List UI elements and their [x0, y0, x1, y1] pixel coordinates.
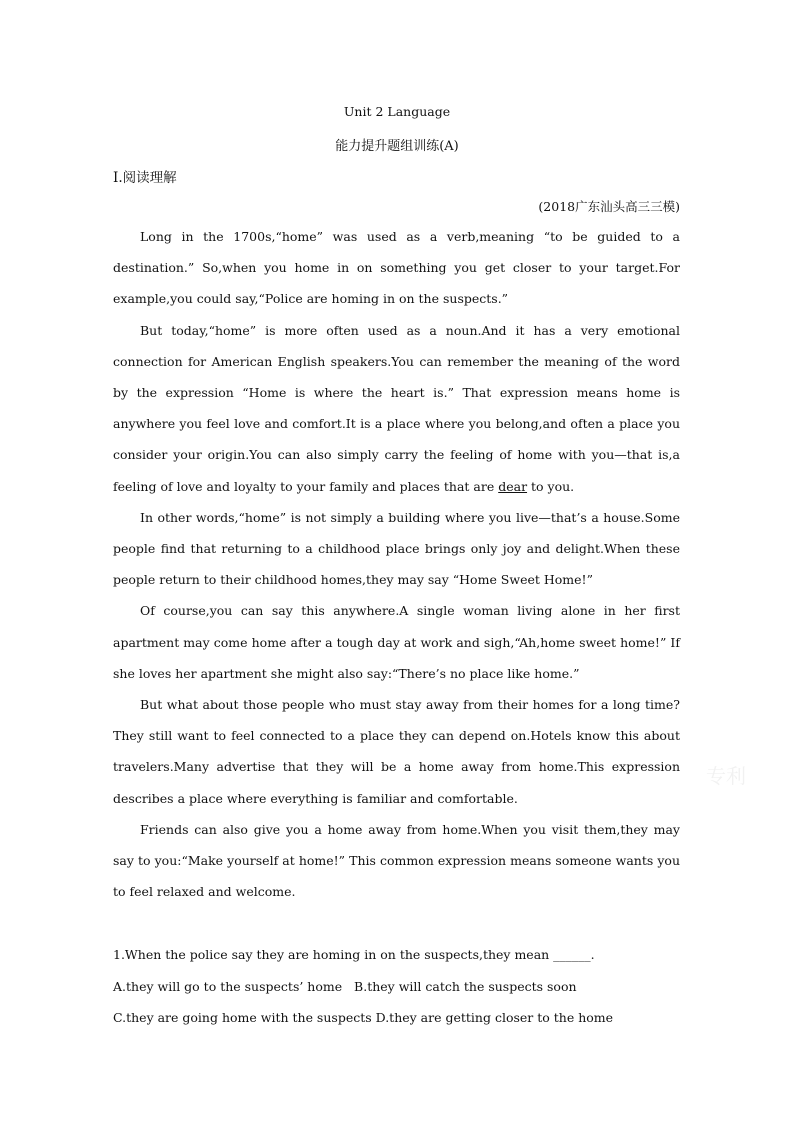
- paragraph-1: Long in the 1700s,“home” was used as a verb,meaning “to be guided to a destination.” So,when you home in on something you get closer to your target.For example,you could say,“Police are homing in on the suspects.”: [113, 229, 680, 307]
- question-1: [113, 939, 680, 1034]
- exercise-title: 能力提升题组训练(A): [335, 139, 459, 154]
- paragraph-5: But what about those people who must stay away from their homes for a long time? They still want to feel connected to a place they can depend on.Hotels know this about travelers.Many advertise that they will be a home away from home.This expression describes a place where everything is familiar and comfortable.: [113, 697, 680, 806]
- question-1-options-ab: A.they will go to the suspects’ home B.they will catch the suspects soon: [113, 978, 577, 994]
- paragraph-6: Friends can also give you a home away from home.When you visit them,they may say to you:“Make yourself at home!” This common expression means someone wants you to feel relaxed and welcome.: [113, 821, 680, 900]
- section-heading: Ⅰ.阅读理解: [113, 170, 177, 186]
- question-1-stem: 1.When the police say they are homing in on the suspects,they mean ______.: [113, 947, 595, 962]
- underlined-word: dear: [498, 478, 528, 494]
- paragraph-2-text: But today,“home” is more often used as a noun.And it has a very emotional connection for American English speakers.You can remember the meaning of the word by the expression “Home is where the heart is.” That expression means home is anywhere you feel love and comfort.It is a place where you belong,and often a place you consider your origin.You can also simply carry the feeling of home with you—that is,a feeling of love and loyalty to your family and places that are: [113, 322, 680, 494]
- paragraph-4: Of course,you can say this anywhere.A single woman living alone in her first apartment may come home after a tough day at work and sigh,“Ah,home sweet home!” If she loves her apartment she might also say:“There’s no place like home.”: [113, 603, 680, 681]
- paragraph-3: In other words,“home” is not simply a building where you live—that’s a house.Some people find that returning to a childhood place brings only joy and delight.When these people return to their childhood homes,they may say “Home Sweet Home!”: [113, 509, 680, 588]
- question-1-options-cd: C.they are going home with the suspects D.they are getting closer to the home: [113, 1010, 614, 1025]
- watermark: 专利: [706, 764, 746, 788]
- reading-passage: [113, 221, 680, 907]
- paragraph-2: [113, 315, 680, 502]
- source-note: (2018广东汕头高三三模): [538, 199, 680, 214]
- unit-title: Unit 2 Language: [343, 104, 451, 119]
- paragraph-2-end: to you.: [527, 478, 575, 494]
